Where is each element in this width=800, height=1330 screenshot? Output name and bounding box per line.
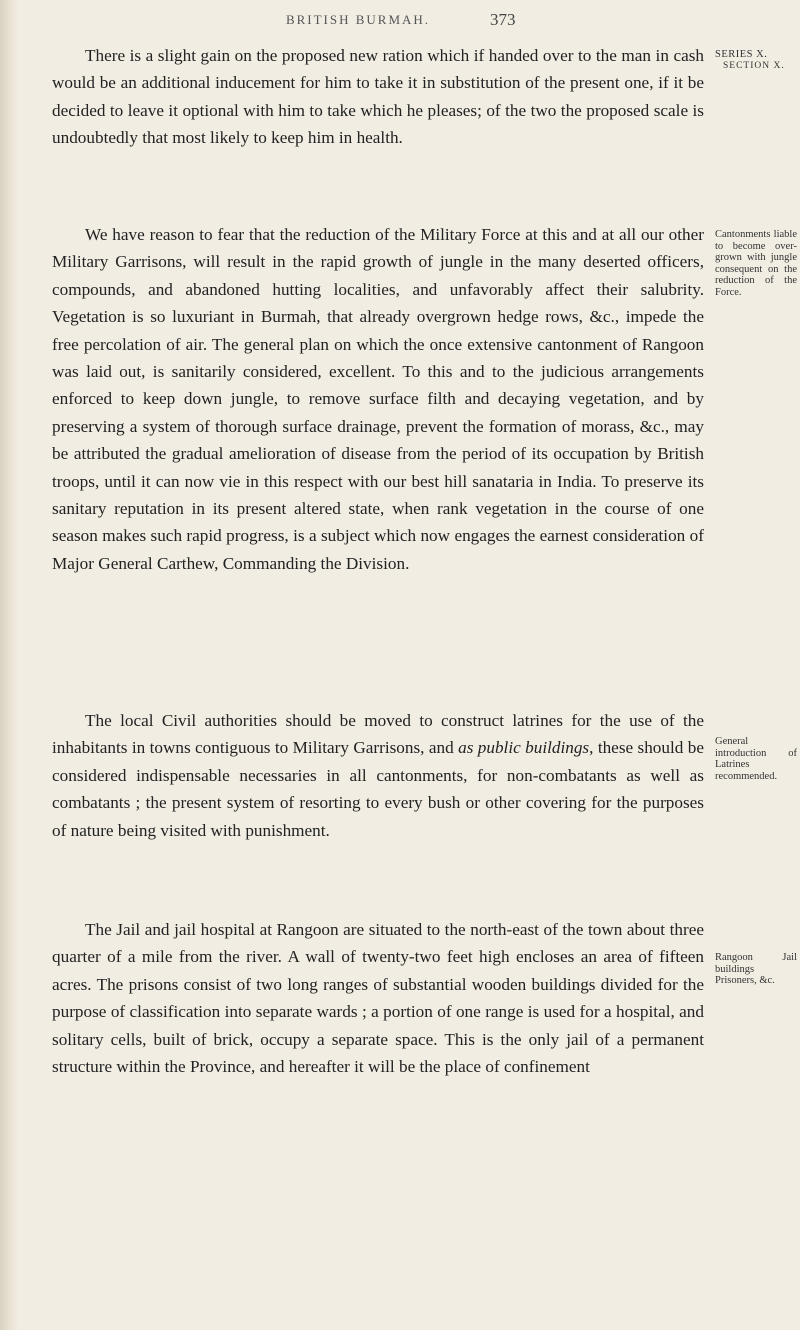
margin-note-series [715,49,797,72]
paragraph-ration [52,42,704,152]
paragraph-ration-text: There is a slight gain on the proposed new ration which if handed over to the man in cash would be an additional inducement for him to take it in substitution of the present one, if it be decided to leave it optional with him to take which he pleases; of the two the proposed scale is undoubtedly that most likely to keep him in health. [52,46,704,148]
page-binding-shadow [0,0,18,1330]
page-number: 373 [490,10,516,29]
paragraph-cantonments [52,221,704,577]
latrines-text-end: , these should be considered indispensable necessaries in all cantonments, for non-combatants as well as combatants ; the present system of resorting to every bush or other covering for the purposes of nature being visited with punishment. [52,738,704,840]
paragraph-cantonments-text: We have reason to fear that the reduction of the Military Force at this and at all our other Military Garrisons, will result in the rapid growth of jungle in the many deserted officers, compounds, and abandoned hutting localities, and unfavorably affect their salubrity. Vegetation is so luxuriant in Burmah, that already overgrown hedge rows, &c., impede the free percolation of air. The general plan on which the once extensive cantonment of Rangoon was laid out, is sanitarily considered, excellent. To this and to the judicious arrangements enforced to keep down jungle, to remove surface filth and decaying vegetation, and by preserving a system of thorough surface drainage, prevent the formation of morass, &c., may be attributed the gradual amelioration of disease from the period of its occupation by British troops, until it can now vie in this respect with our best hill sanataria in India. To preserve its sanitary reputation in its present altered state, when rank vegetation in the course of one season makes such rapid progress, is a subject which now engages the earnest consideration of Major General Carthew, Commanding the Division. [52,225,704,573]
paragraph-jail [52,916,704,1080]
latrines-text-start: The local Civil authorities should be moved to construct latrines for the use of the inhabitants in towns contiguous to Military Garrisons, and [52,711,704,758]
paragraph-latrines-text [52,707,704,844]
margin-note-cantonments: Cantonments liable to become over-grown with jungle consequent on the reduction of the Force. [715,229,797,298]
running-head: BRITISH BURMAH. [285,12,431,27]
margin-note-jail: Rangoon Jail buildings Prisoners, &c. [715,952,797,986]
page-header [0,6,800,36]
section-label: SECTION X. [723,60,785,71]
paragraph-jail-text: The Jail and jail hospital at Rangoon are situated to the north-east of the town about three quarter of a mile from the river. A wall of twenty-two feet high encloses an area of fifteen acres. The prisons consist of two long ranges of substantial wooden buildings divided for the purpose of classification into separate wards ; a portion of one range is used for a hospital, and solitary cells, built of brick, occupy a separate space. This is the only jail of a permanent structure within the Province, and hereafter it will be the place of confinement [52,920,704,1077]
series-label: SERIES X. [715,49,768,60]
paragraph-latrines [52,707,704,844]
margin-note-latrines: General introduction of Latrines recommended. [715,736,797,782]
latrines-text-emphasis: as public buildings [458,738,590,758]
